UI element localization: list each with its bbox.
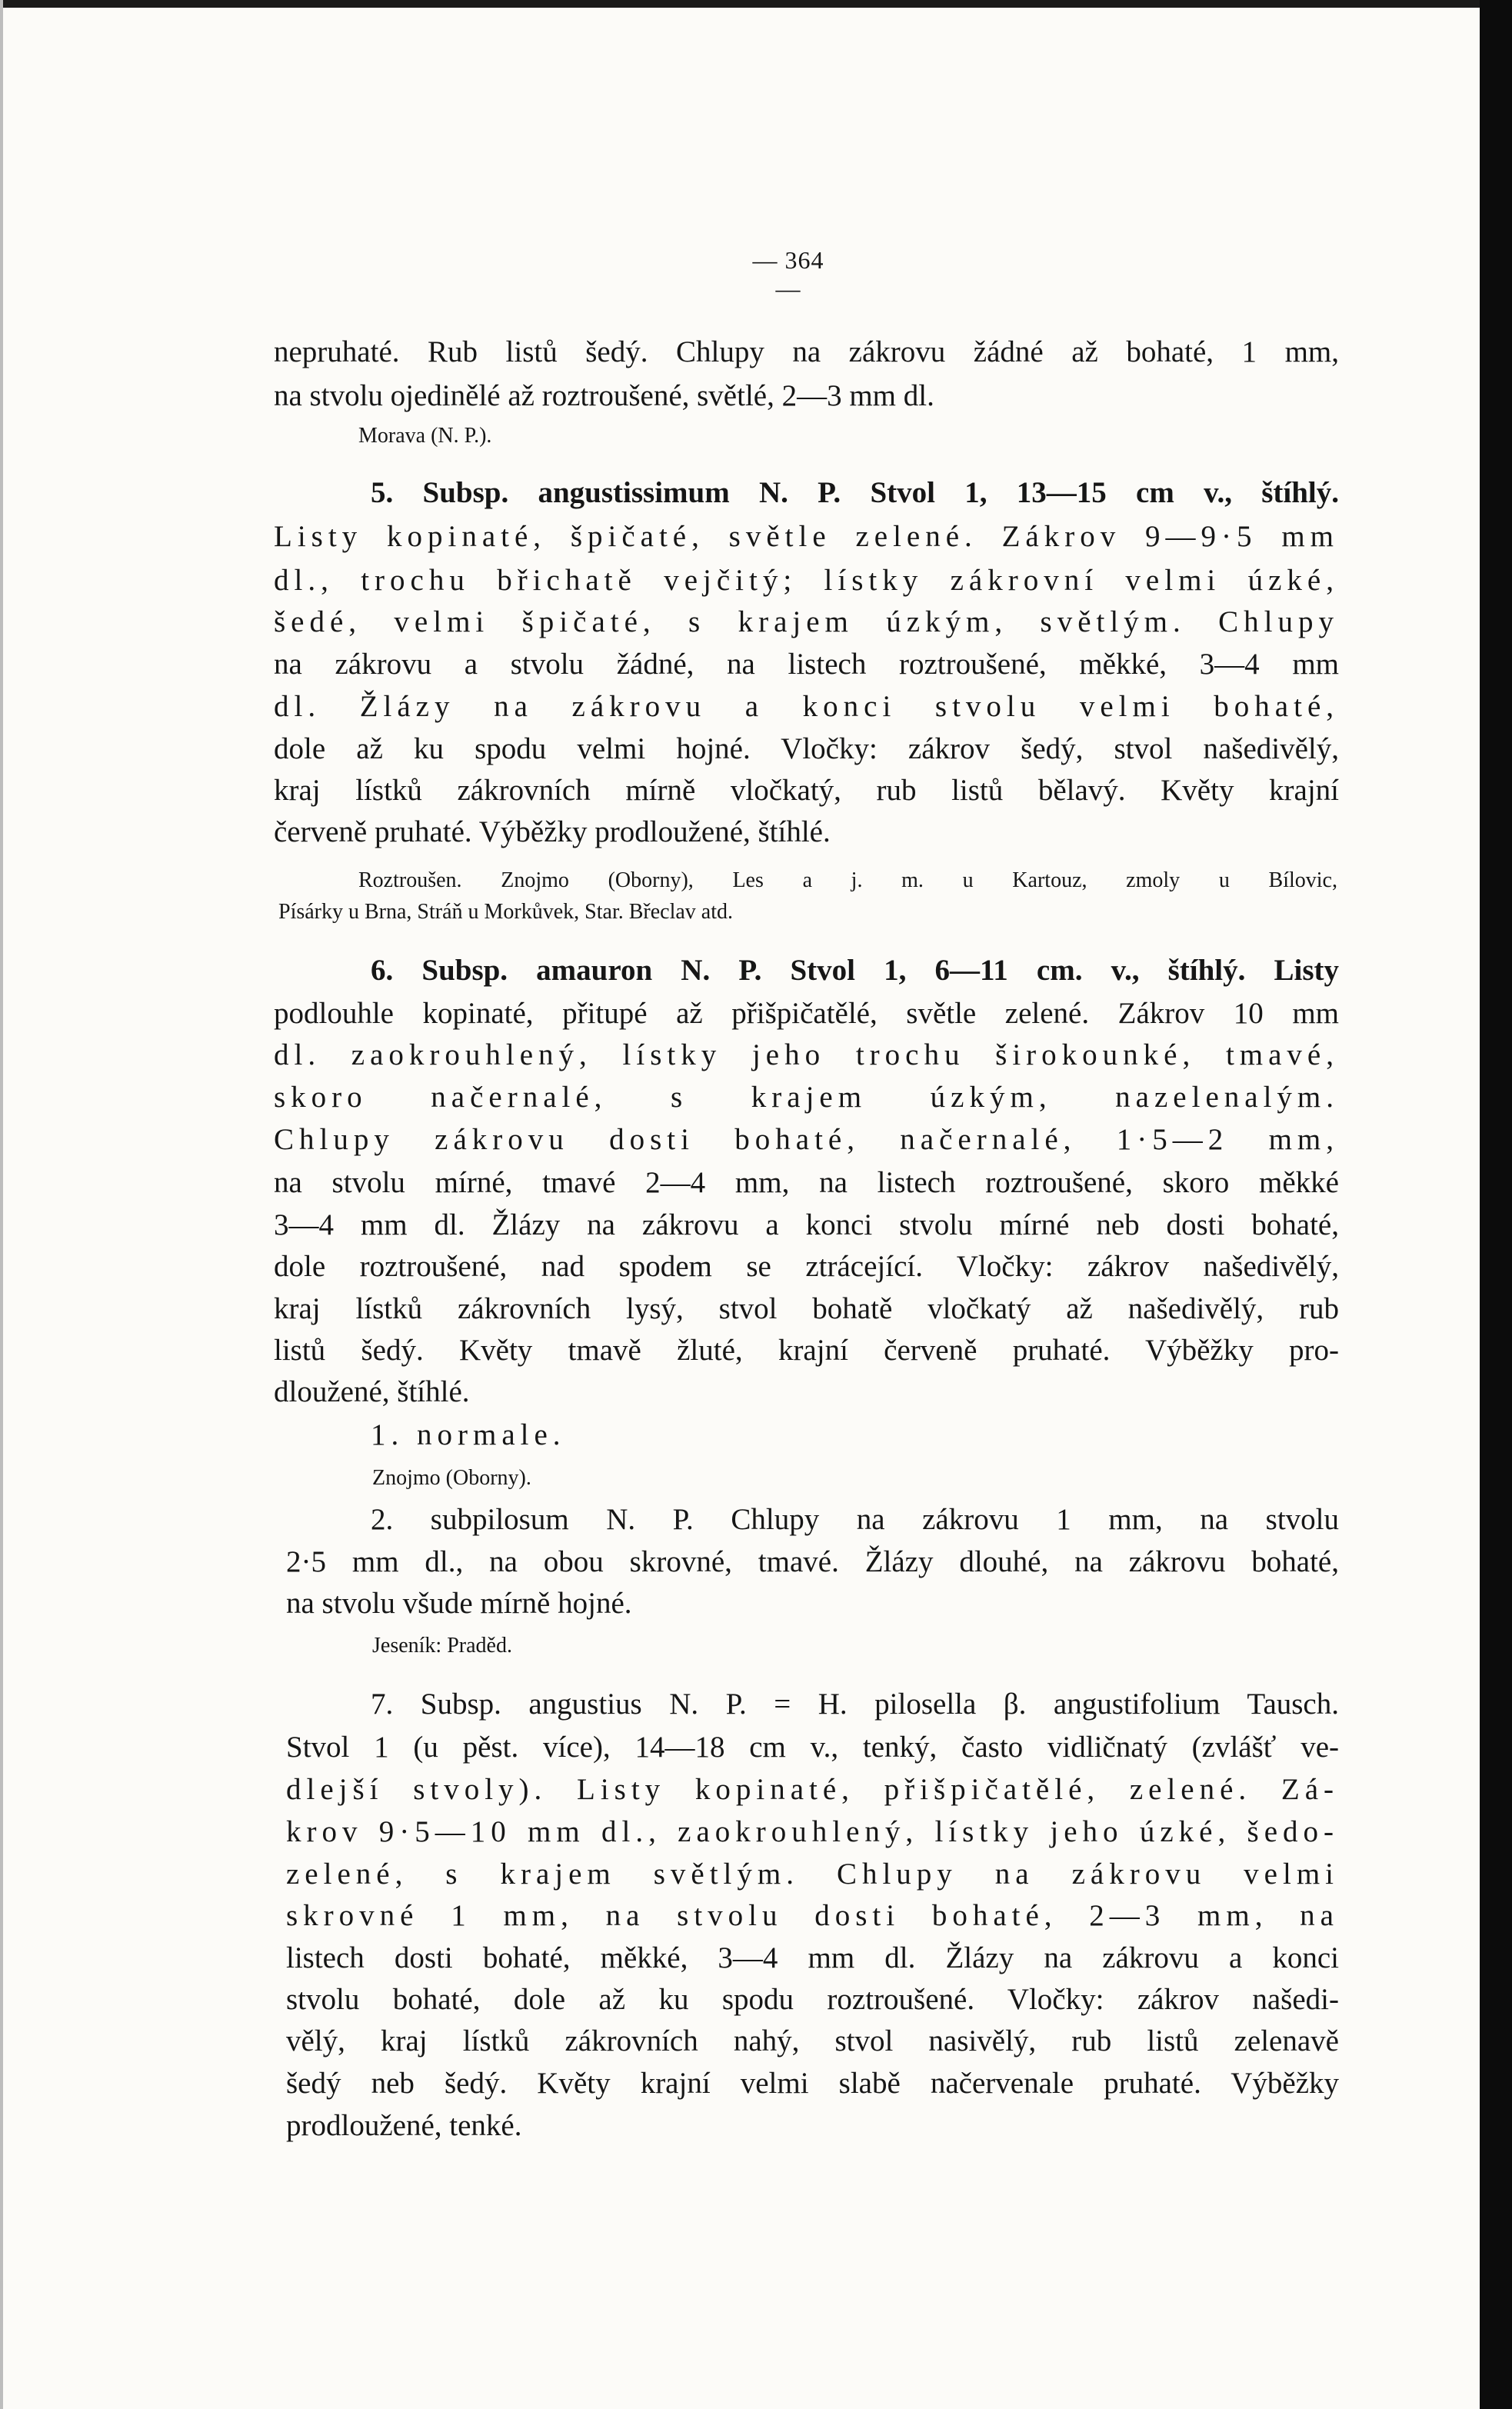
text-line: na zákrovu a stvolu žádné, na listech roztroušené, měkké, 3—4 mm [274,648,1339,681]
text-line: 2·5 mm dl., na obou skrovné, tmavé. Žlázy dlouhé, na zákrovu bohaté, [286,1545,1339,1578]
scan-border-top [0,0,1512,8]
subspecies-heading: 5. Subsp. angustissimum N. P. Stvol 1, 13—15 cm v., štíhlý. [371,476,1339,509]
text-line: Stvol 1 (u pěst. více), 14—18 cm v., tenký, často vidličnatý (zvlášť ve- [286,1731,1339,1764]
text-line: dole až ku spodu velmi hojné. Vločky: zákrov šedý, stvol našedivělý, [274,732,1339,765]
text-line: Chlupy zákrovu dosti bohaté, načernalé, 1·5—2 mm, [274,1123,1339,1156]
locality-line: Znojmo (Oborny). [372,1466,531,1490]
subspecies-heading: 6. Subsp. amauron N. P. Stvol 1, 6—11 cm. v., štíhlý. Listy [371,954,1339,987]
text-line: skoro načernalé, s krajem úzkým, nazelenalým. [274,1081,1339,1114]
text-line: šedé, velmi špičaté, s krajem úzkým, světlým. Chlupy [274,605,1339,638]
text-line: kraj lístků zákrovních mírně vločkatý, rub listů bělavý. Květy krajní [274,774,1339,807]
locality-line: Roztroušen. Znojmo (Oborny), Les a j. m. u Kartouz, zmoly u Bílovic, [358,868,1337,892]
text-line: prodloužené, tenké. [286,2109,522,2142]
locality-line: Písárky u Brna, Stráň u Morkůvek, Star. Břeclav atd. [278,900,734,924]
text-line: dl. Žlázy na zákrovu a konci stvolu velmi bohaté, [274,690,1339,723]
text-line: listech dosti bohaté, měkké, 3—4 mm dl. Žlázy na zákrovu a konci [286,1941,1339,1974]
text-line: na stvolu všude mírně hojné. [286,1587,632,1620]
locality-line: Jeseník: Praděd. [372,1634,512,1658]
text-line: dlejší stvoly). Listy kopinaté, přišpičatělé, zelené. Zá- [286,1773,1339,1806]
subspecies-heading: 7. Subsp. angustius N. P. = H. pilosella β. angustifolium Tausch. [371,1688,1339,1721]
text-line: červeně pruhaté. Výběžky prodloužené, štíhlé. [274,815,831,848]
text-line: 3—4 mm dl. Žlázy na zákrovu a konci stvolu mírné neb dosti bohaté, [274,1208,1339,1241]
scan-border-right [1480,0,1512,2409]
text-line: Listy kopinaté, špičaté, světle zelené. Zákrov 9—9·5 mm [274,520,1339,553]
text-line: nepruhaté. Rub listů šedý. Chlupy na zákrovu žádné až bohaté, 1 mm, [274,335,1339,368]
text-line: zelené, s krajem světlým. Chlupy na zákrovu velmi [286,1858,1339,1891]
text-line: podlouhle kopinaté, přitupé až přišpičatělé, světle zelené. Zákrov 10 mm [274,997,1339,1030]
text-line: stvolu bohaté, dole až ku spodu roztroušené. Vločky: zákrov našedi- [286,1983,1339,2016]
text-line: na stvolu mírné, tmavé 2—4 mm, na listech roztroušené, skoro měkké [274,1166,1339,1199]
text-line: dl. zaokrouhlený, lístky jeho trochu širokounké, tmavé, [274,1038,1339,1071]
text-line: dloužené, štíhlé. [274,1375,470,1408]
text-line: skrovné 1 mm, na stvolu dosti bohaté, 2—3 mm, na [286,1899,1339,1932]
text-line: dole roztroušené, nad spodem se ztrácející. Vločky: zákrov našedivělý, [274,1250,1339,1283]
text-line: krov 9·5—10 mm dl., zaokrouhlený, lístky jeho úzké, šedo- [286,1815,1339,1848]
text-line: listů šedý. Květy tmavě žluté, krajní červeně pruhaté. Výběžky pro- [274,1334,1339,1367]
text-line: šedý neb šedý. Květy krajní velmi slabě načervenale pruhaté. Výběžky [286,2067,1339,2100]
text-line: na stvolu ojedinělé až roztroušené, světlé, 2—3 mm dl. [274,379,934,412]
form-heading: 1. normale. [371,1418,566,1451]
text-line: kraj lístků zákrovních lysý, stvol bohatě vločkatý až našedivělý, rub [274,1292,1339,1325]
text-line: dl., trochu břichatě vejčitý; lístky zákrovní velmi úzké, [274,564,1339,597]
form-heading: 2. subpilosum N. P. Chlupy na zákrovu 1 mm, na stvolu [371,1503,1339,1536]
scan-border-left [0,0,3,2409]
text-line: vělý, kraj lístků zákrovních nahý, stvol nasivělý, rub listů zelenavě [286,2024,1339,2057]
locality-line: Morava (N. P.). [358,424,492,448]
page-number: — 364 — [752,246,824,302]
